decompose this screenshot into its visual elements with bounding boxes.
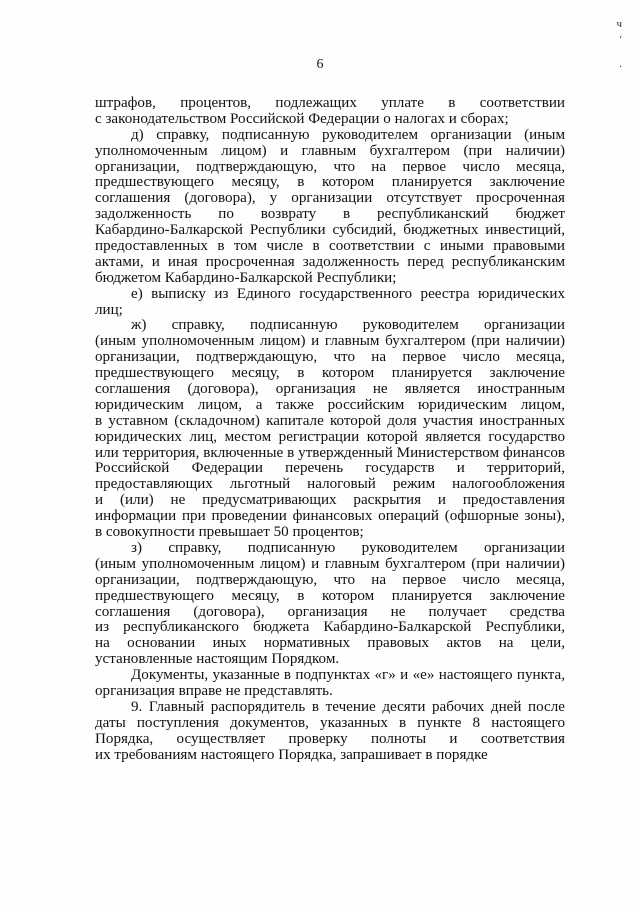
paragraph	[95, 287, 565, 319]
paragraph	[95, 96, 565, 128]
text-line: или территория, включенные в утвержденный Министерством финансов	[95, 444, 565, 461]
text-line: предшествующего месяцу, в котором планируется заключение	[95, 365, 565, 382]
text-line: Порядка, осуществляет проверку полноты и соответствия	[95, 730, 565, 747]
text-line: из республиканского бюджета Кабардино-Балкарской Республики,	[95, 619, 565, 636]
text-line: в уставном (складочном) капитале которой доля участия иностранных	[95, 412, 565, 429]
text-line: в совокупности превышает 50 процентов;	[95, 524, 364, 541]
paragraph	[95, 318, 565, 540]
text-line: с законодательством Российской Федерации о налогах и сборах;	[95, 110, 509, 127]
text-line: уполномоченным лицом) и главным бухгалтером (при наличии)	[95, 142, 565, 159]
text-line: штрафов, процентов, подлежащих уплате в соответствии	[95, 95, 565, 111]
text-line: Российской Федерации перечень государств и территорий,	[95, 460, 565, 477]
corner-mark: .	[619, 58, 622, 70]
document-body	[95, 96, 565, 763]
text-line: их требованиям настоящего Порядка, запрашивает в порядке	[95, 746, 488, 763]
text-line: актами, и иная просроченная задолженность перед республиканским	[95, 253, 565, 270]
paragraph	[95, 668, 565, 700]
text-line: организации, подтверждающую, что на первое число месяца,	[95, 349, 565, 366]
text-line: организации, подтверждающую, что на первое число месяца,	[95, 158, 565, 175]
corner-mark: ч	[616, 18, 622, 30]
text-line: соглашения (договора), организация не является иностранным	[95, 381, 565, 398]
text-line: даты поступления документов, указанных в пункте 8 настоящего	[95, 714, 565, 731]
text-line: организация вправе не представлять.	[95, 682, 333, 699]
text-line: лиц;	[95, 301, 123, 318]
text-line: е) выписку из Единого государственного реестра юридических	[131, 285, 565, 302]
text-line: Кабардино-Балкарской Республики субсидий, бюджетных инвестиций,	[95, 222, 565, 239]
text-line: ж) справку, подписанную руководителем организации	[131, 317, 565, 334]
text-line: бюджетом Кабардино-Балкарской Республики;	[95, 269, 397, 286]
text-line: соглашения (договора), организация не получает средства	[95, 603, 565, 620]
text-line: задолженность по возврату в республиканский бюджет	[95, 206, 565, 223]
text-line: предшествующего месяцу, в котором планируется заключение	[95, 587, 565, 604]
text-line: з) справку, подписанную руководителем организации	[131, 539, 565, 556]
corner-mark: ʹ	[619, 34, 622, 46]
text-line: организации, подтверждающую, что на первое число месяца,	[95, 571, 565, 588]
text-line: установленные настоящим Порядком.	[95, 651, 340, 668]
text-line: предоставляющих льготный налоговый режим налогообложения	[95, 476, 565, 493]
page-number: 6	[316, 57, 324, 72]
text-line: на основании иных нормативных правовых актов на цели,	[95, 635, 565, 652]
text-line: юридическим лицом, а также российским юридическим лицом,	[95, 396, 565, 413]
text-line: и (или) не предусматривающих раскрытия и предоставления	[95, 492, 565, 509]
paragraph	[95, 541, 565, 668]
text-line: информации при проведении финансовых операций (офшорные зоны),	[95, 508, 565, 525]
text-line: юридических лиц, местом регистрации которой является государство	[95, 428, 565, 445]
text-line: (иным уполномоченным лицом) и главным бухгалтером (при наличии)	[95, 555, 565, 572]
text-line: предоставленных в том числе в соответствии с иными правовыми	[95, 238, 565, 255]
text-line: 9. Главный распорядитель в течение десяти рабочих дней после	[131, 698, 565, 715]
paragraph	[95, 128, 565, 287]
text-line: д) справку, подписанную руководителем организации (иным	[131, 126, 565, 143]
text-line: предшествующего месяцу, в котором планируется заключение	[95, 174, 565, 191]
paragraph	[95, 700, 565, 764]
text-line: (иным уполномоченным лицом) и главным бухгалтером (при наличии)	[95, 333, 565, 350]
text-line: Документы, указанные в подпунктах «г» и «е» настоящего пункта,	[131, 667, 565, 684]
text-line: соглашения (договора), у организации отсутствует просроченная	[95, 190, 565, 207]
